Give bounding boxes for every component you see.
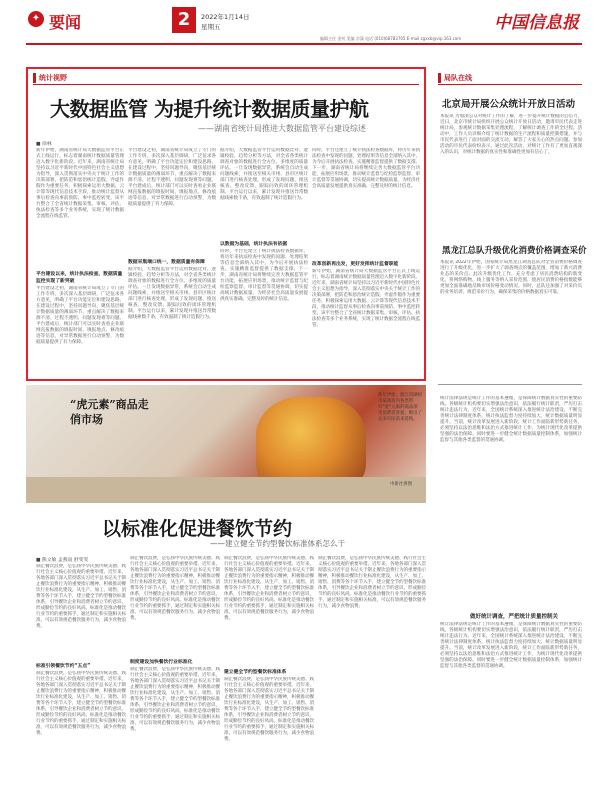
feature2-section-heading-3: 建立健全节约型餐饮标准体系 bbox=[224, 670, 287, 675]
feature-text-1b: 平台建设之初，湖南省统计局成立了专门的工作专班，多次深入基层调研，广泛征求各方意见，明确了平台功能定位和建设思路。在建设过程中，坚持问题导向，聚焦基层统计数据质量的薄弱环节，重点解决了数据来源不清、过程不透明、问题发现难等问题。平台建成后，统计部门可以实时查看企业联网直报数据的填报时间、填报地点、修改痕迹等信息，对异常数据进行自动预警，为数据质量提供了有力保障。 bbox=[36, 286, 124, 345]
feature2-text-3: 制止餐饮浪费，是弘扬中华民族传统美德、践行社会主义核心价值观的重要举措。近年来，各地各部门深入贯彻落实习近平总书记关于制止餐饮浪费行为的重要指示精神，积极推动餐饮行业标准化建设，从生产、加工、销售、消费等各个环节入手，建立健全节约型餐饮标准体系，引导餐饮企业和消费者树立节约意识，形成勤俭节约的良好风尚。标准化是推动餐饮行业节约的重要抓手，通过制定和实施相关标准，可以有效规范餐饮服务行为，减少食物浪费。 bbox=[224, 556, 314, 621]
feature-subhead: ——湖南省统计局推进大数据监管平台建设综述 bbox=[198, 124, 366, 133]
feature2-text-2b: 制止餐饮浪费，是弘扬中华民族传统美德、践行社会主义核心价值观的重要举措。近年来，各地各部门深入贯彻落实习近平总书记关于制止餐饮浪费行为的重要指示精神，积极推动餐饮行业标准化建设，从生产、加工、销售、消费等各个环节入手，建立健全节约型餐饮标准体系，引导餐饮企业和消费者树立节约意识，形成勤俭节约的良好风尚。标准化是推动餐饮行业节约的重要抓手，通过制定和实施相关标准，可以有效规范餐饮服务行为，减少食物浪费。 bbox=[130, 667, 220, 732]
feature-text-4b: 新年伊始，湖南省统计局大数据监管平台正式上线运行，标志着湖南统计数据质量管理迈入数字化新阶段。近年来，湖南省统计局坚持以习近平新时代中国特色社会主义思想为指导，深入贯彻落实中央关于统计工作的决策部署，把防范和惩治统计造假、弄虚作假作为重要任务，积极探索运用大数据、云计算等现代信息技术手段，推动统计监督从事后检查向事前预防、事中监控转变。该平台整合了全省统计数据采集、审核、评估、执法检查等多个业务系统，实现了统计数据全流程在线监管。 bbox=[312, 269, 420, 328]
sidebar-tag-label: 局队在线 bbox=[444, 74, 472, 82]
feature-tag bbox=[33, 73, 67, 83]
feature-section-heading-4: 改革创新再出发，更好发挥统计监督职能 bbox=[312, 262, 399, 267]
feature-text-3: 据介绍，大数据监管平台运用数据比对、逻辑校验、趋势分析等方法，对全省各类统计调查对象的数据进行全方位、多维度的质量评估。一旦发现数据异常，系统会自动生成问题线索，并推送至相关市州、县市区统计部门进行核查处理，形成了发现问题、推送核查、整改反馈、跟踪问效的闭环管理机制。平台运行以来，累计发现并推送异常数据线索数千条，有效遏制了统计造假行为。 bbox=[220, 148, 308, 201]
feature-byline: ■ 徐林 bbox=[36, 142, 52, 147]
feature-section-heading-2: 数据采集端口统一，数据质量有保障 bbox=[128, 260, 205, 265]
feature-column-4 bbox=[312, 148, 420, 376]
feature2-text-4: 制止餐饮浪费，是弘扬中华民族传统美德、践行社会主义核心价值观的重要举措。近年来，各地各部门深入贯彻落实习近平总书记关于制止餐饮浪费行为的重要指示精神，积极推动餐饮行业标准化建设，从生产、加工、销售、消费等各个环节入手，建立健全节约型餐饮标准体系，引导餐饮企业和消费者树立节约意识，形成勤俭节约的良好风尚。标准化是推动餐饮行业节约的重要抓手，通过制定和实施相关标准，可以有效规范餐饮服务行为，减少食物浪费。 bbox=[318, 556, 426, 609]
photo-shelf bbox=[26, 477, 426, 503]
sidebar-text-4: 统计法律法规是统计工作的基本遵循，是保障统计数据真实性的重要防线。各级统计机构要切实增强法治意识，依法履行统计职责，严厉打击统计违法行为。近年来，全国统计系统深入推进统计法治建设，不断完善统计法律制度体系，统计执法监督力度持续加大，统计数据质量明显提升。当前，统计改革发展进入新阶段，统计工作面临新形势新任务，必须坚持以法治思维和法治方式推进统计工作，为统计现代化改革提供坚强的法治保障。同时要进一步健全统计数据质量控制体系，加强统计监督与其他各类监督的贯通协调。 bbox=[440, 622, 582, 669]
photo-label: “虎元素”商品走俏市场 bbox=[70, 398, 149, 426]
feature2-subhead: ——建立健全节约型餐饮标准体系怎么干 bbox=[210, 539, 345, 548]
feature2-byline: ■ 熊文敏 孟燕雨 舒雯雯 bbox=[36, 558, 89, 563]
feature-column-3 bbox=[220, 148, 308, 376]
sidebar-text-3: 统计法律法规是统计工作的基本遵循，是保障统计数据真实性的重要防线。各级统计机构要切实增强法治意识，依法履行统计职责，严厉打击统计违法行为。近年来，全国统计系统深入推进统计法治建设，不断完善统计法律制度体系，统计执法监督力度持续加大，统计数据质量明显提升。当前，统计改革发展进入新阶段，统计工作面临新形势新任务，必须坚持以法治思维和法治方式推进统计工作，为统计现代化改革提供坚强的法治保障。同时要进一步健全统计数据质量控制体系，加强统计监督与其他各类监督的贯通协调。 bbox=[440, 396, 582, 443]
feature2-text-1: 制止餐饮浪费，是弘扬中华民族传统美德、践行社会主义核心价值观的重要举措。近年来，各地各部门深入贯彻落实习近平总书记关于制止餐饮浪费行为的重要指示精神，积极推动餐饮行业标准化建设，从生产、加工、销售、消费等各个环节入手，建立健全节约型餐饮标准体系，引导餐饮企业和消费者树立节约意识，形成勤俭节约的良好风尚。标准化是推动餐饮行业节约的重要抓手，通过制定和实施相关标准，可以有效规范餐饮服务行为，减少食物浪费。 bbox=[36, 564, 126, 629]
feature2-headline: 以标准化促进餐饮节约 bbox=[102, 518, 293, 540]
feature2-column-1 bbox=[36, 564, 126, 782]
photo-caption: 新年伊始，浙江省湖州市某商场内各类带有“虎”元素的商品深受消费者喜爱，吸引了众多市民前来选购。 bbox=[378, 393, 422, 422]
feature-headline: 大数据监管 为提升统计数据质量护航 bbox=[50, 97, 369, 121]
photo-credit: 中新社供图 bbox=[390, 482, 412, 487]
sidebar-divider bbox=[438, 384, 582, 385]
feature-text-2: 平台建设之初，湖南省统计局成立了专门的工作专班，多次深入基层调研，广泛征求各方意见，明确了平台功能定位和建设思路。在建设过程中，坚持问题导向，聚焦基层统计数据质量的薄弱环节，重点解决了数据来源不清、过程不透明、问题发现难等问题。平台建成后，统计部门可以实时查看企业联网直报数据的填报时间、填报地点、修改痕迹等信息，对异常数据进行自动预警，为数据质量提供了有力保障。 bbox=[128, 148, 216, 207]
newspaper-logo: 中国信息报 bbox=[494, 13, 579, 33]
feature2-column-4 bbox=[318, 556, 426, 782]
feature-column-1 bbox=[36, 148, 124, 376]
sidebar-text-2: 本报讯 2022年伊始，国家统计局黑龙江调查总队对全省消费价格调查进行了升级优化，进一步扩大了调查网点的覆盖范围，增加了新兴消费业态的采价点。此次升级优化工作，充分考虑了居民消费结构的新变化，将网络购物、线上服务等纳入采价范围，使居民消费价格指数能够更加全面准确地反映市场价格变动情况。同时，总队还加强了对采价员的业务培训，规范采价行为，确保采集的价格数据真实可靠。 bbox=[440, 260, 582, 295]
feature-tag-label: 统计视野 bbox=[39, 74, 67, 82]
feature-column-2 bbox=[128, 148, 216, 376]
sidebar-small-headline: 做好统计调查，严把统计质量控制关 bbox=[470, 614, 559, 620]
sidebar-tag-rule bbox=[438, 84, 582, 85]
feature2-column-2 bbox=[130, 556, 220, 782]
issue-weekday: 星期五 bbox=[201, 23, 221, 31]
sidebar-tag bbox=[438, 73, 472, 83]
sidebar-tag-marker-icon bbox=[438, 73, 441, 83]
feature-tag-rule bbox=[33, 84, 419, 85]
globe-icon: ✦ bbox=[28, 11, 44, 27]
page-number: 2 bbox=[172, 7, 196, 33]
masthead bbox=[0, 0, 600, 45]
editor-contacts: 编辑主任 金钊 美编 佘潇 电话 (010)68783705 E-mail zgxxb@vip.163.com bbox=[320, 36, 462, 41]
feature-text-4: 同时，平台还建立了统计执法检查数据库，将历年来执法检查中发现的问题、处理结果等信息全部纳入其中，为今后开展执法检查、实施精准监督提供了数据支撑。下一步，湖南省统计局将继续完善大数据监管平台功能，拓展应用场景，推动统计监督与纪检监察监督、审计监督等贯通协调，切实提高统计数据质量，为经济社会高质量发展提供真实准确、完整及时的统计信息。 bbox=[312, 148, 420, 189]
sidebar-headline-2: 黑龙江总队升级优化消费价格调查采价 bbox=[442, 246, 587, 256]
feature2-text-1b: 制止餐饮浪费，是弘扬中华民族传统美德、践行社会主义核心价值观的重要举措。近年来，各地各部门深入贯彻落实习近平总书记关于制止餐饮浪费行为的重要指示精神，积极推动餐饮行业标准化建设，从生产、加工、销售、消费等各个环节入手，建立健全节约型餐饮标准体系，引导餐饮企业和消费者树立节约意识，形成勤俭节约的良好风尚。标准化是推动餐饮行业节约的重要抓手，通过制定和实施相关标准，可以有效规范餐饮服务行为，减少食物浪费。 bbox=[36, 671, 126, 736]
sidebar-text-1: 本报讯 为加深公众对统计工作的了解，进一步提升统计数据的公信力，近日，北京市统计局组织开展公众统计开放日活动，邀请市民代表走进统计局，参观统计数据采集处理流程，了解统计调查工作的全过程。活动中，工作人员详细介绍了统计数据的生产流程和质量控制措施，并与市民代表进行了面对面的交流互动，解答了大家关心的热点问题。参加活动的市民代表纷纷表示，通过此次活动，对统计工作有了更加直观深入的认识，对统计数据的真实性和准确性更加有信心了。 bbox=[440, 114, 582, 155]
sidebar-headline-1: 北京局开展公众统计开放日活动 bbox=[442, 99, 576, 110]
masthead-rule bbox=[26, 43, 582, 45]
feature-text-2b: 据介绍，大数据监管平台运用数据比对、逻辑校验、趋势分析等方法，对全省各类统计调查对象的数据进行全方位、多维度的质量评估。一旦发现数据异常，系统会自动生成问题线索，并推送至相关市州、县市区统计部门进行核查处理，形成了发现问题、推送核查、整改反馈、跟踪问效的闭环管理机制。平台运行以来，累计发现并推送异常数据线索数千条，有效遏制了统计造假行为。 bbox=[128, 267, 216, 320]
news-photo bbox=[26, 385, 426, 503]
feature2-column-3 bbox=[224, 556, 314, 782]
feature2-section-heading-1: 标准引领餐饮节约“五点” bbox=[36, 664, 91, 669]
feature-section-heading-3: 以数据为基础，统计执法有依据 bbox=[220, 242, 288, 247]
tag-marker-icon bbox=[33, 73, 36, 83]
issue-date: 2022年1月14日 bbox=[201, 13, 250, 21]
feature-text-3b: 同时，平台还建立了统计执法检查数据库，将历年来执法检查中发现的问题、处理结果等信息全部纳入其中，为今后开展执法检查、实施精准监督提供了数据支撑。下一步，湖南省统计局将继续完善大数据监管平台功能，拓展应用场景，推动统计监督与纪检监察监督、审计监督等贯通协调，切实提高统计数据质量，为经济社会高质量发展提供真实准确、完整及时的统计信息。 bbox=[220, 249, 308, 302]
feature2-section-heading-2: 制度建设加快餐饮行业标准化 bbox=[130, 660, 193, 665]
feature2-text-2: 制止餐饮浪费，是弘扬中华民族传统美德、践行社会主义核心价值观的重要举措。近年来，各地各部门深入贯彻落实习近平总书记关于制止餐饮浪费行为的重要指示精神，积极推动餐饮行业标准化建设，从生产、加工、销售、消费等各个环节入手，建立健全节约型餐饮标准体系，引导餐饮企业和消费者树立节约意识，形成勤俭节约的良好风尚。标准化是推动餐饮行业节约的重要抓手，通过制定和实施相关标准，可以有效规范餐饮服务行为，减少食物浪费。 bbox=[130, 556, 220, 621]
feature-text-1: 新年伊始，湖南省统计局大数据监管平台正式上线运行，标志着湖南统计数据质量管理迈入数字化新阶段。近年来，湖南省统计局坚持以习近平新时代中国特色社会主义思想为指导，深入贯彻落实中央关于统计工作的决策部署，把防范和惩治统计造假、弄虚作假作为重要任务，积极探索运用大数据、云计算等现代信息技术手段，推动统计监督从事后检查向事前预防、事中监控转变。该平台整合了全省统计数据采集、审核、评估、执法检查等多个业务系统，实现了统计数据全流程在线监管。 bbox=[36, 148, 124, 219]
feature-section-heading-1: 平台建设以来，统计执法检查、数据质量监控实现了新突破 bbox=[36, 272, 123, 284]
feature2-text-3b: 制止餐饮浪费，是弘扬中华民族传统美德、践行社会主义核心价值观的重要举措。近年来，各地各部门深入贯彻落实习近平总书记关于制止餐饮浪费行为的重要指示精神，积极推动餐饮行业标准化建设，从生产、加工、销售、消费等各个环节入手，建立健全节约型餐饮标准体系，引导餐饮企业和消费者树立节约意识，形成勤俭节约的良好风尚。标准化是推动餐饮行业节约的重要抓手，通过制定和实施相关标准，可以有效规范餐饮服务行为，减少食物浪费。 bbox=[224, 677, 314, 742]
section-name: 要闻 bbox=[49, 13, 82, 32]
